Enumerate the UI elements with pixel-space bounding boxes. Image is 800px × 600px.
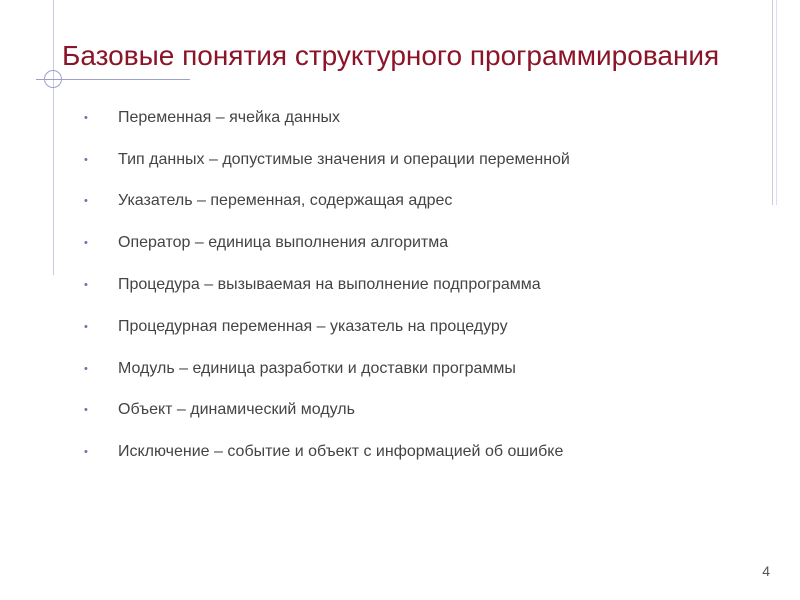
bullet-icon: • bbox=[84, 446, 88, 459]
bullet-icon: • bbox=[84, 111, 88, 124]
bullet-icon: • bbox=[84, 362, 88, 375]
bullet-text: Процедура – вызываемая на выполнение подпрограмма bbox=[118, 276, 541, 294]
bullet-item bbox=[84, 390, 570, 432]
bullet-text: Тип данных – допустимые значения и операции переменной bbox=[118, 150, 570, 168]
bullet-item bbox=[84, 222, 570, 264]
bullet-item bbox=[84, 348, 570, 390]
decorative-right-line-secondary bbox=[776, 0, 777, 205]
decorative-right-line bbox=[772, 0, 773, 205]
bullet-text: Переменная – ячейка данных bbox=[118, 108, 341, 126]
bullet-text: Оператор – единица выполнения алгоритма bbox=[118, 234, 449, 252]
page-number: 4 bbox=[762, 563, 770, 579]
bullet-text: Модуль – единица разработки и доставки программы bbox=[118, 359, 516, 377]
bullet-icon: • bbox=[84, 195, 88, 208]
bullet-text: Процедурная переменная – указатель на процедуру bbox=[118, 317, 508, 335]
bullet-item bbox=[84, 97, 570, 139]
bullet-icon: • bbox=[84, 320, 88, 333]
bullet-item bbox=[84, 181, 570, 223]
bullet-icon: • bbox=[84, 153, 88, 166]
decorative-vertical-line bbox=[53, 0, 54, 275]
bullet-icon: • bbox=[84, 279, 88, 292]
bullet-text: Объект – динамический модуль bbox=[118, 401, 355, 419]
bullet-text: Указатель – переменная, содержащая адрес bbox=[118, 192, 453, 210]
decorative-circle-icon bbox=[44, 70, 62, 88]
bullet-icon: • bbox=[84, 404, 88, 417]
slide-title: Базовые понятия структурного программирования bbox=[62, 40, 720, 71]
bullet-text: Исключение – событие и объект с информацией об ошибке bbox=[118, 443, 564, 461]
bullet-list bbox=[84, 97, 570, 473]
bullet-item bbox=[84, 306, 570, 348]
bullet-item bbox=[84, 139, 570, 181]
bullet-item bbox=[84, 431, 570, 473]
bullet-item bbox=[84, 264, 570, 306]
bullet-icon: • bbox=[84, 237, 88, 250]
